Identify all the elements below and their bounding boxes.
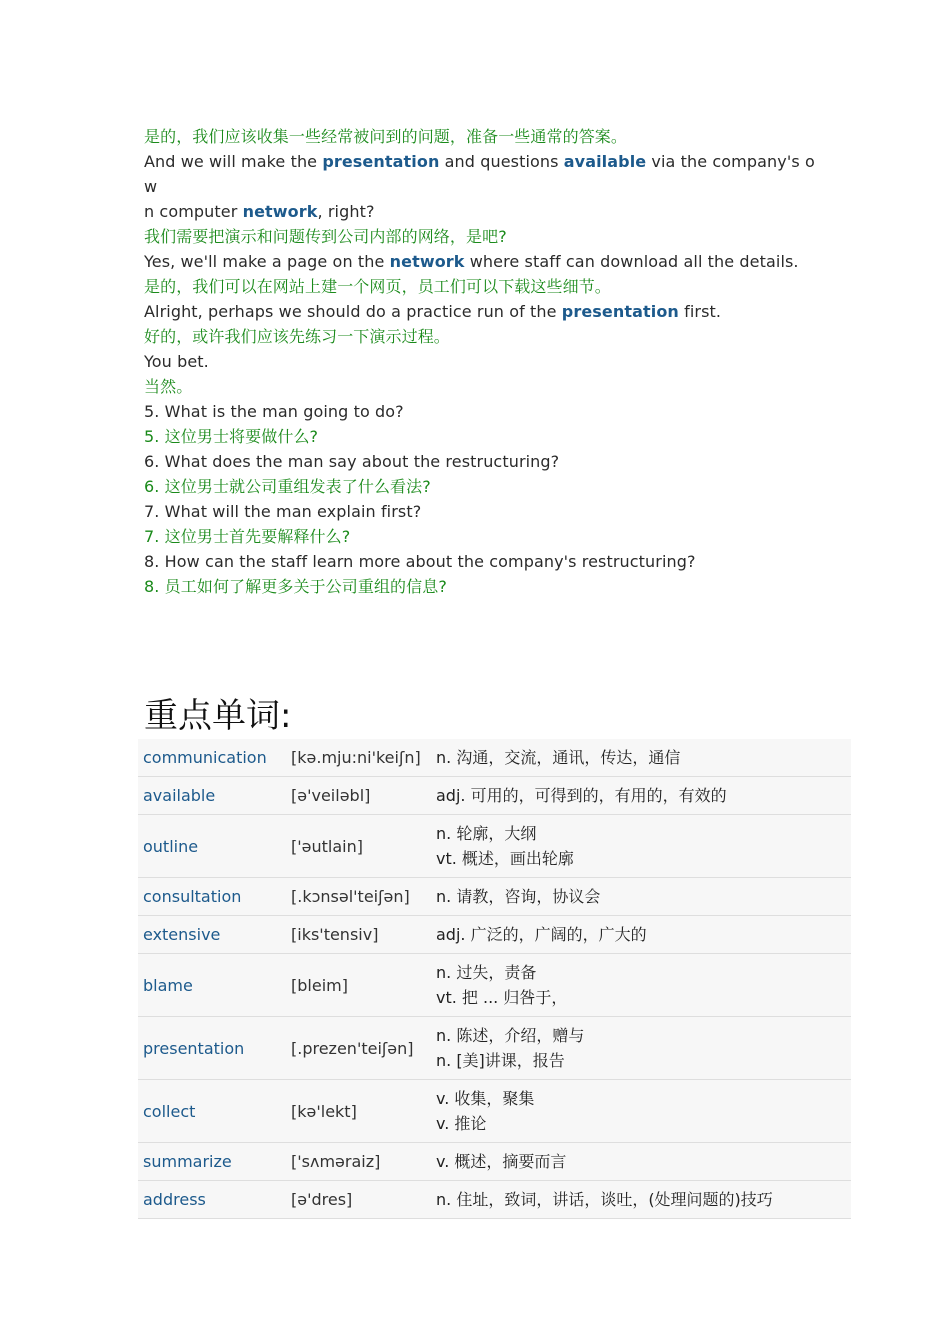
meaning-line: n. 轮廓，大纲 <box>436 824 537 843</box>
vocab-section-title: 重点单词: <box>144 696 292 736</box>
vocab-phonetic: ['əutlain] <box>291 836 363 856</box>
vocab-row <box>138 916 851 954</box>
meaning-line: n. 住址，致词，讲话，谈吐，(处理问题的)技巧 <box>436 1190 773 1209</box>
vocab-table <box>138 739 851 1219</box>
vocab-meaning <box>431 777 851 815</box>
question-6-english: 6. What does the man say about the restructuring? <box>144 452 560 471</box>
text-span: and questions <box>439 152 564 171</box>
question-8-english: 8. How can the staff learn more about the company's restructuring? <box>144 552 696 571</box>
vocab-meaning <box>431 1017 851 1080</box>
vocab-phonetic: [ə'veiləbl] <box>291 786 371 805</box>
vocab-row <box>138 1080 851 1143</box>
english-line <box>144 249 824 274</box>
vocab-row <box>138 777 851 815</box>
vocab-row <box>138 1181 851 1219</box>
vocab-row <box>138 815 851 878</box>
keyword-presentation: presentation <box>561 302 679 321</box>
vocab-word: blame <box>143 975 193 995</box>
keyword-presentation: presentation <box>322 152 440 171</box>
meaning-line: v. 收集，聚集 <box>436 1089 535 1108</box>
meaning-line: v. 概述，摘要而言 <box>436 1152 567 1171</box>
vocab-word: presentation <box>143 1038 245 1058</box>
meaning-line: n. 过失，责备 <box>436 963 537 982</box>
text-span: n computer <box>144 202 243 221</box>
vocab-word: communication <box>143 748 267 767</box>
vocab-phonetic: ['sʌməraiz] <box>291 1152 381 1171</box>
keyword-available: available <box>563 152 647 171</box>
english-line <box>144 149 824 224</box>
vocab-word: consultation <box>143 887 242 906</box>
chinese-line: 我们需要把演示和问题传到公司内部的网络，是吧? <box>144 227 507 246</box>
vocab-word: address <box>143 1190 206 1209</box>
question-7-english: 7. What will the man explain first? <box>144 502 422 521</box>
vocab-meaning <box>431 916 851 954</box>
vocab-phonetic: [.kɔnsəl'teiʃən] <box>291 887 410 906</box>
meaning-line: vt. 把 ... 归咎于， <box>436 988 568 1007</box>
meaning-line: adj. 广泛的，广阔的，广大的 <box>436 925 647 944</box>
dialogue-transcript <box>144 124 824 599</box>
text-span: via the company's ow <box>144 152 815 196</box>
vocab-word: summarize <box>143 1152 232 1171</box>
question-5-chinese: 5. 这位男士将要做什么? <box>144 427 319 446</box>
meaning-line: n. 陈述，介绍，赠与 <box>436 1026 585 1045</box>
vocab-word: available <box>143 786 216 805</box>
english-line: You bet. <box>144 352 209 371</box>
vocab-row <box>138 954 851 1017</box>
vocab-meaning <box>431 739 851 777</box>
text-span: where staff can download all the details. <box>464 252 799 271</box>
chinese-line: 当然。 <box>144 377 193 396</box>
vocab-meaning <box>431 1143 851 1181</box>
text-span: , right? <box>317 202 375 221</box>
vocab-word: outline <box>143 836 199 856</box>
vocab-row <box>138 878 851 916</box>
english-line <box>144 299 824 324</box>
text-span: Yes, we'll make a page on the <box>144 252 390 271</box>
vocab-row <box>138 739 851 777</box>
meaning-line: n. 沟通，交流，通讯，传达，通信 <box>436 748 681 767</box>
question-7-chinese: 7. 这位男士首先要解释什么? <box>144 527 351 546</box>
question-8-chinese: 8. 员工如何了解更多关于公司重组的信息? <box>144 577 447 596</box>
vocab-meaning <box>431 878 851 916</box>
vocab-word: collect <box>143 1101 196 1121</box>
vocab-meaning <box>431 954 851 1017</box>
vocab-phonetic: [.prezen'teiʃən] <box>291 1038 414 1058</box>
vocab-phonetic: [kə'lekt] <box>291 1101 357 1121</box>
meaning-line: adj. 可用的，可得到的，有用的，有效的 <box>436 786 727 805</box>
question-5-english: 5. What is the man going to do? <box>144 402 404 421</box>
vocab-phonetic: [kə.mju:ni'keiʃn] <box>291 748 421 767</box>
vocab-meaning <box>431 815 851 878</box>
vocab-meaning <box>431 1181 851 1219</box>
text-span: Alright, perhaps we should do a practice run of the <box>144 302 562 321</box>
meaning-line: n. [美]讲课，报告 <box>436 1051 565 1070</box>
meaning-line: vt. 概述，画出轮廓 <box>436 849 574 868</box>
vocab-row <box>138 1017 851 1080</box>
vocab-row <box>138 1143 851 1181</box>
chinese-line: 是的，我们应该收集一些经常被问到的问题，准备一些通常的答案。 <box>144 127 628 146</box>
vocab-phonetic: [ə'dres] <box>291 1190 353 1209</box>
meaning-line: v. 推论 <box>436 1114 487 1133</box>
vocab-word: extensive <box>143 925 221 944</box>
keyword-network: network <box>389 252 465 271</box>
chinese-line: 是的，我们可以在网站上建一个网页，员工们可以下载这些细节。 <box>144 277 611 296</box>
text-span: And we will make the <box>144 152 323 171</box>
text-span: first. <box>678 302 722 321</box>
question-6-chinese: 6. 这位男士就公司重组发表了什么看法? <box>144 477 431 496</box>
chinese-line: 好的，或许我们应该先练习一下演示过程。 <box>144 327 450 346</box>
meaning-line: n. 请教，咨询，协议会 <box>436 887 601 906</box>
vocab-phonetic: [iks'tensiv] <box>291 925 379 944</box>
vocab-phonetic: [bleim] <box>291 975 348 995</box>
vocab-meaning <box>431 1080 851 1143</box>
keyword-network: network <box>242 202 318 221</box>
